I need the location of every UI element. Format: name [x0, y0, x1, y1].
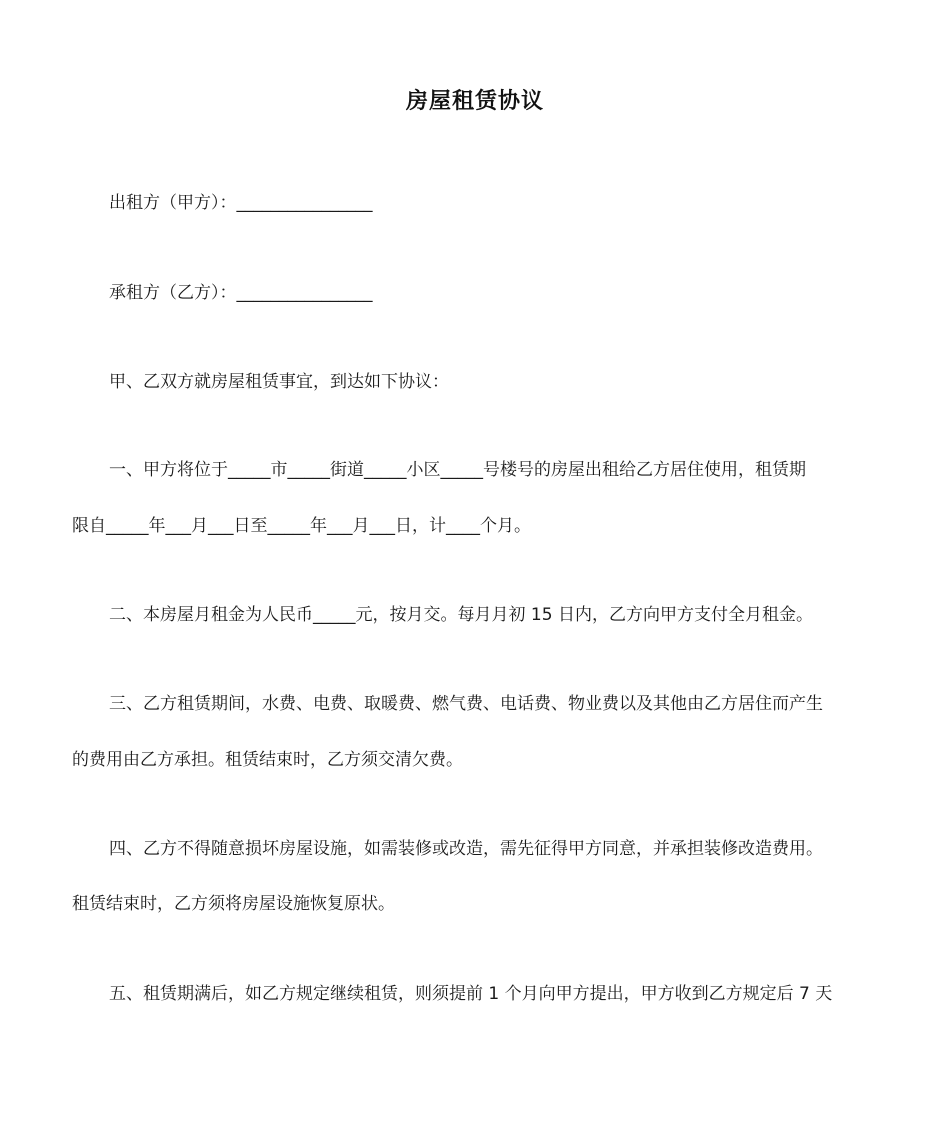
clause-1-line-1: 一、甲方将位于_____市_____街道_____小区_____号楼号的房屋出租给乙方居住使用，租赁期 [109, 460, 806, 480]
clause-3-line-2: 的费用由乙方承担。租赁结束时，乙方须交清欠费。 [72, 750, 463, 770]
clause-4-line-1: 四、乙方不得随意损坏房屋设施，如需装修或改造，需先征得甲方同意，并承担装修改造费用。 [109, 839, 823, 859]
clause-2-line-1: 二、本房屋月租金为人民币_____元，按月交。每月月初 15 日内，乙方向甲方支付全月租金。 [109, 605, 813, 625]
clause-4-line-2: 租赁结束时，乙方须将房屋设施恢复原状。 [72, 894, 395, 914]
document-title: 房屋租赁协议 [405, 89, 544, 114]
lessee-line: 承租方（乙方）：________________ [109, 283, 373, 303]
clause-3-line-1: 三、乙方租赁期间，水费、电费、取暖费、燃气费、电话费、物业费以及其他由乙方居住而产生 [109, 694, 823, 714]
clause-1-line-2: 限自_____年___月___日至_____年___月___日，计____个月。 [72, 516, 531, 536]
lessor-line: 出租方（甲方）：________________ [109, 193, 373, 213]
clause-5-line-1: 五、租赁期满后，如乙方规定继续租赁，则须提前 1 个月向甲方提出，甲方收到乙方规定后 7 天 [109, 984, 833, 1004]
intro-paragraph: 甲、乙双方就房屋租赁事宜，到达如下协议： [109, 372, 449, 392]
